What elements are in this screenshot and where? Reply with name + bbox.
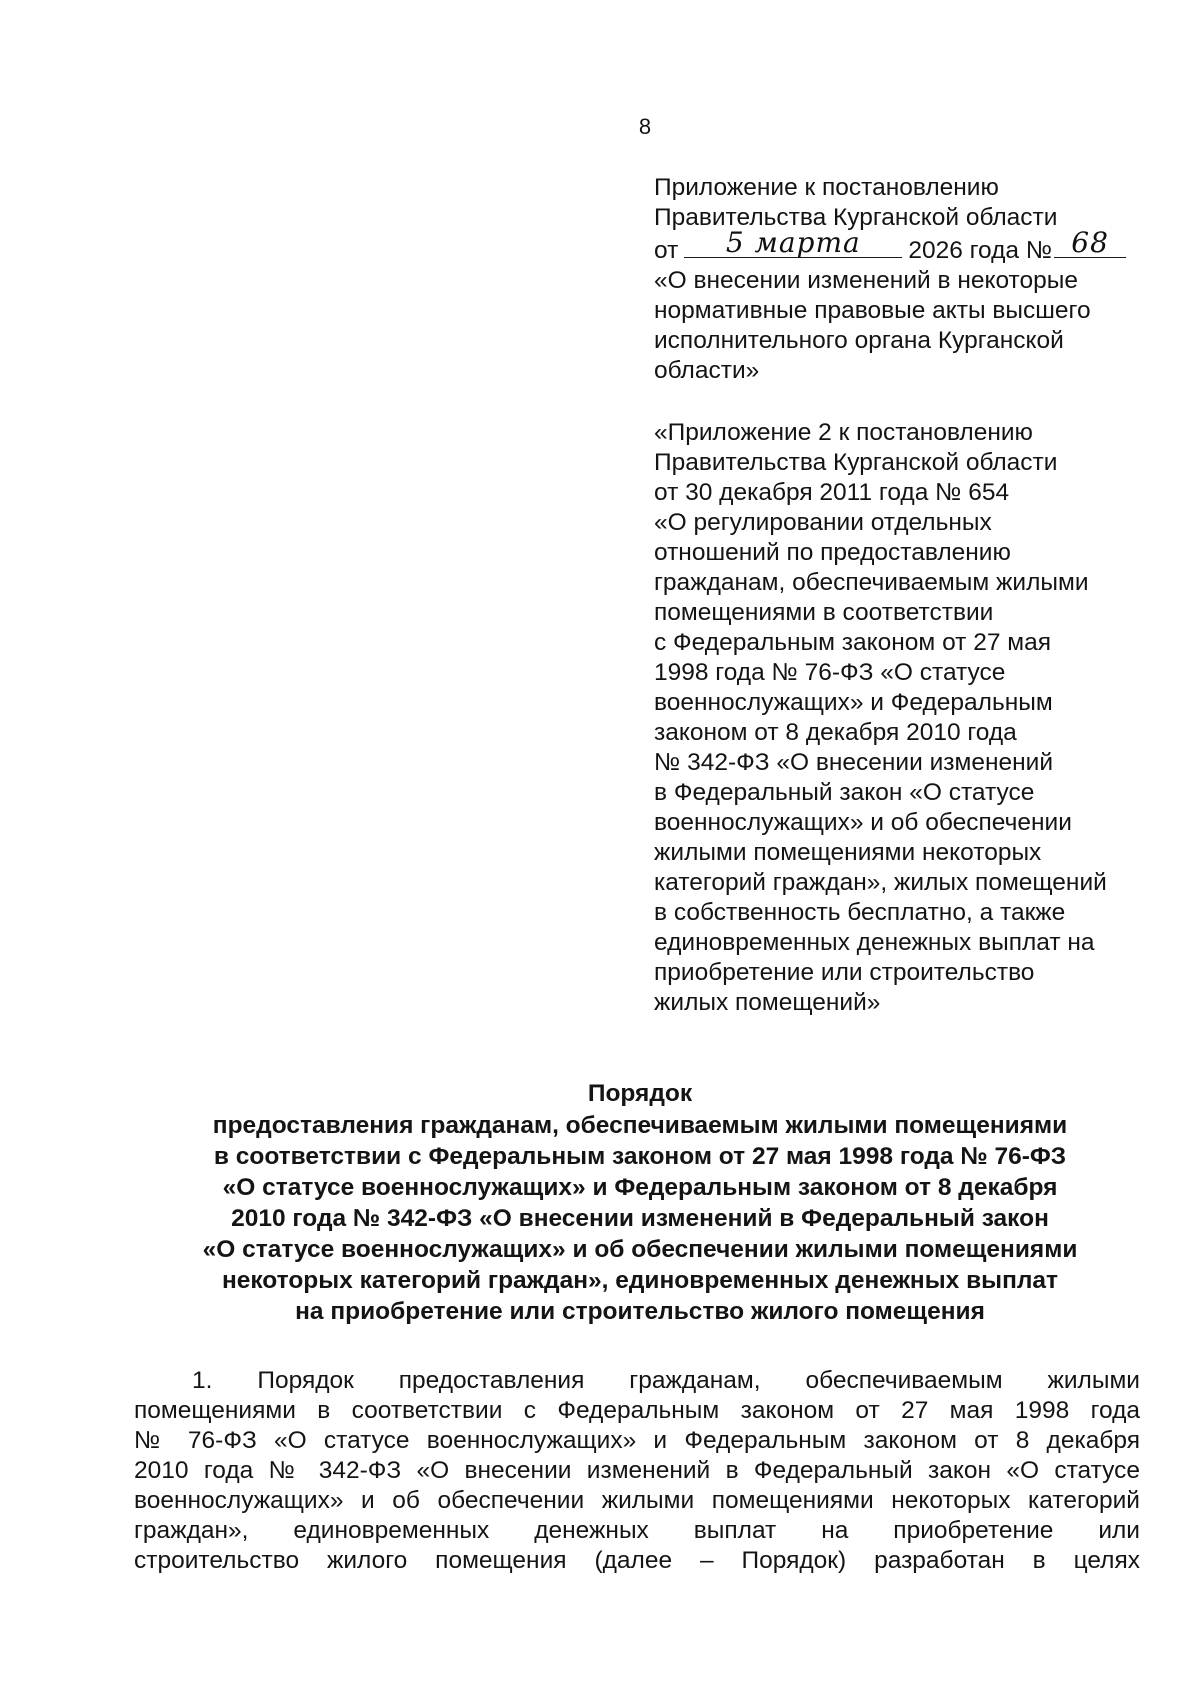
date-field (684, 226, 902, 259)
appendix-2-line: жилых помещений» (654, 989, 881, 1016)
appendix-title-line: области» (654, 357, 760, 384)
appendix-2-line: «Приложение 2 к постановлению (654, 419, 1033, 446)
appendix-2-line: помещениями в соответствии (654, 599, 994, 626)
appendix-header (654, 173, 1174, 386)
appendix-2-line: военнослужащих» и об обеспечении (654, 809, 1072, 836)
appendix-2-line: «О регулировании отдельных (654, 509, 992, 536)
appendix-header-line: Приложение к постановлению (654, 174, 999, 201)
appendix-date-line (654, 226, 1174, 266)
appendix-2-line: № 342-ФЗ «О внесении изменений (654, 749, 1054, 776)
handwritten-date: 5 марта (725, 226, 861, 259)
document-title-line: некоторых категорий граждан», единовременных денежных выплат (221, 1267, 1059, 1294)
appendix-2-line: в Федеральный закон «О статусе (654, 779, 1035, 806)
document-title-line: в соответствии с Федеральным законом от 27 мая 1998 года № 76-ФЗ (213, 1143, 1067, 1170)
appendix-header-line: Правительства Курганской области (654, 204, 1058, 231)
appendix-2-line: гражданам, обеспечиваемым жилыми (654, 569, 1089, 596)
appendix-2-line: отношений по предоставлению (654, 539, 1011, 566)
appendix-2-line: от 30 декабря 2011 года № 654 (654, 479, 1010, 506)
document-title-line: «О статусе военнослужащих» и об обеспечении жилыми помещениями (202, 1236, 1078, 1263)
document-title (150, 1078, 1130, 1327)
appendix-2-line: Правительства Курганской области (654, 449, 1058, 476)
appendix-2-line: категорий граждан», жилых помещений (654, 869, 1107, 896)
appendix-2-line: жилыми помещениями некоторых (654, 839, 1042, 866)
document-title-line: предоставления гражданам, обеспечиваемым жилыми помещениями (212, 1112, 1068, 1139)
appendix-title-line: «О внесении изменений в некоторые (654, 267, 1078, 294)
appendix-2-line: с Федеральным законом от 27 мая (654, 629, 1051, 656)
page-number: 8 (638, 114, 652, 139)
document-title-line: «О статусе военнослужащих» и Федеральным законом от 8 декабря (222, 1174, 1058, 1201)
appendix-2-header (654, 418, 1174, 1018)
appendix-2-line: 1998 года № 76-ФЗ «О статусе (654, 659, 1006, 686)
body-line: строительство жилого помещения (далее – Порядок) разработан в целях (134, 1547, 1140, 1574)
document-title-line: 2010 года № 342-ФЗ «О внесении изменений в Федеральный закон (231, 1205, 1049, 1232)
body-line: граждан», единовременных денежных выплат на приобретение или (134, 1517, 1140, 1544)
year-text: 2026 года № (908, 237, 1053, 264)
body-paragraph (134, 1366, 1140, 1576)
handwritten-number: 68 (1071, 226, 1109, 259)
body-line: 2010 года № 342-ФЗ «О внесении изменений в Федеральный закон «О статусе (134, 1457, 1140, 1484)
appendix-2-line: военнослужащих» и Федеральным (654, 689, 1053, 716)
appendix-2-line: в собственность бесплатно, а также (654, 899, 1066, 926)
body-line: помещениями в соответствии с Федеральным законом от 27 мая 1998 года (134, 1397, 1140, 1424)
appendix-2-line: единовременных денежных выплат на (654, 929, 1095, 956)
date-prefix: от (654, 237, 679, 264)
appendix-title-line: нормативные правовые акты высшего (654, 297, 1091, 324)
appendix-2-line: законом от 8 декабря 2010 года (654, 719, 1017, 746)
appendix-2-line: приобретение или строительство (654, 959, 1035, 986)
appendix-title-line: исполнительного органа Курганской (654, 327, 1064, 354)
document-title-line: на приобретение или строительство жилого помещения (295, 1298, 985, 1325)
body-line: № 76-ФЗ «О статусе военнослужащих» и Федеральным законом от 8 декабря (134, 1427, 1140, 1454)
body-line: 1. Порядок предоставления гражданам, обеспечиваемым жилыми (192, 1367, 1140, 1394)
document-heading: Порядок (587, 1080, 693, 1107)
body-line: военнослужащих» и об обеспечении жилыми помещениями некоторых категорий (134, 1487, 1140, 1514)
number-field (1054, 226, 1126, 259)
